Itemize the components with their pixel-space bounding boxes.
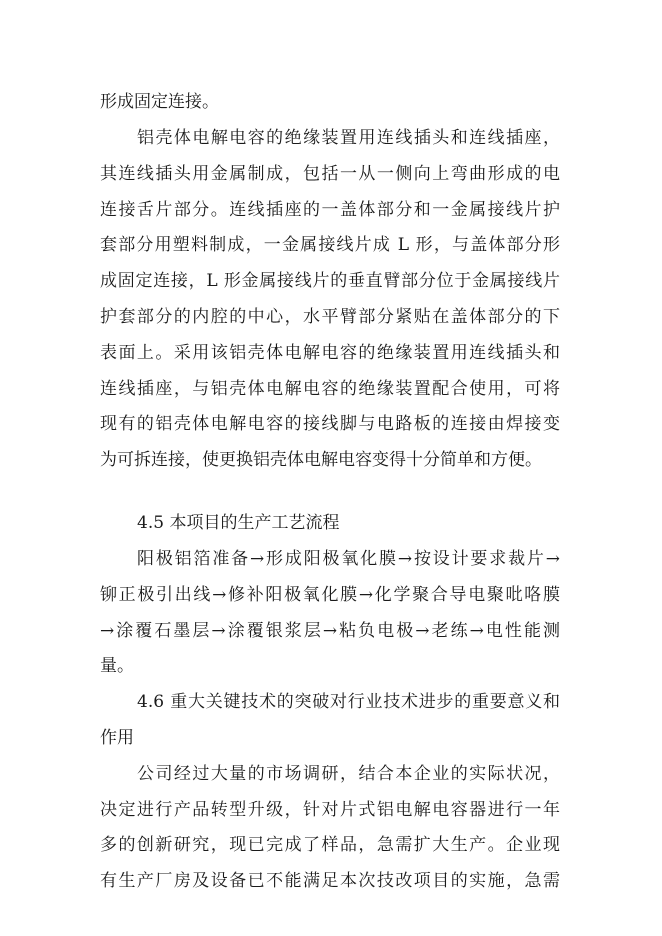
text-line: 其连线插头用金属制成，包括一从一侧向上弯曲形成的电	[100, 164, 560, 184]
text-line: 成固定连接，L 形金属接线片的垂直臂部分位于金属接线片	[100, 271, 560, 291]
paragraph-first-line: 公司经过大量的市场调研，结合本企业的实际状况，	[137, 764, 560, 784]
text-line: 多的创新研究，现已完成了样品，急需扩大生产。企业现	[100, 835, 560, 855]
paragraph-first-line: 铝壳体电解电容的绝缘装置用连线插头和连线插座，	[137, 128, 560, 148]
text-line: 连线插座，与铝壳体电解电容的绝缘装置配合使用，可将	[100, 379, 560, 399]
text-line: 护套部分的内腔的中心，水平臂部分紧贴在盖体部分的下	[100, 307, 560, 327]
section-heading-4-6: 4.6 重大关键技术的突破对行业技术进步的重要意义和	[137, 692, 560, 712]
text-line: 套部分用塑料制成，一金属接线片成 L 形，与盖体部分形	[100, 235, 560, 255]
text-line: 有生产厂房及设备已不能满足本次技改项目的实施，急需	[100, 871, 560, 891]
text-line: 现有的铝壳体电解电容的接线脚与电路板的连接由焊接变	[100, 414, 560, 434]
text-line: 为可拆连接，使更换铝壳体电解电容变得十分简单和方便。	[100, 450, 542, 470]
section-heading-4-6-continued: 作用	[100, 728, 134, 748]
section-heading-4-5: 4.5 本项目的生产工艺流程	[137, 513, 340, 533]
text-line: 形成固定连接。	[100, 92, 219, 112]
process-flow-line: 铆正极引出线→修补阳极氧化膜→化学聚合导电聚吡咯膜	[100, 585, 560, 605]
process-flow-line: →涂覆石墨层→涂覆银浆层→粘负电极→老练→电性能测	[100, 621, 560, 641]
process-flow-line: 阳极铝箔准备→形成阳极氧化膜→按设计要求裁片→	[137, 549, 560, 569]
text-line: 连接舌片部分。连线插座的一盖体部分和一金属接线片护	[100, 200, 560, 220]
text-line: 表面上。采用该铝壳体电解电容的绝缘装置用连线插头和	[100, 343, 560, 363]
text-line: 决定进行产品转型升级，针对片式铝电解电容器进行一年	[100, 800, 560, 820]
process-flow-line: 量。	[100, 656, 134, 676]
